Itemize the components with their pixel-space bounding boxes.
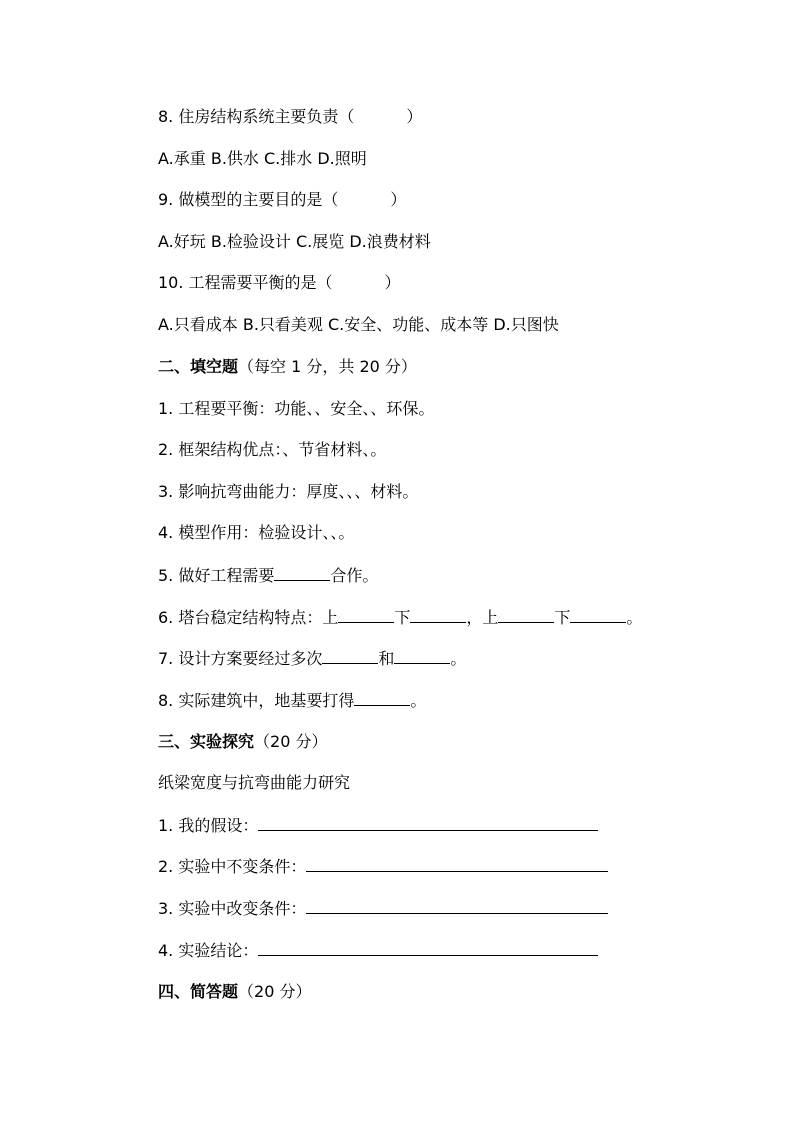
fill-question-1: 1. 工程要平衡：功能、、安全、、环保。 bbox=[158, 399, 435, 418]
answer-line bbox=[258, 814, 598, 831]
answer-blank bbox=[394, 647, 450, 664]
fill-question-6-text: 6. 塔台稳定结构特点：上 bbox=[158, 608, 339, 627]
experiment-question-2 bbox=[158, 855, 608, 878]
answer-blank bbox=[274, 564, 330, 581]
fill-question-5 bbox=[158, 564, 378, 587]
answer-line bbox=[306, 855, 608, 872]
fill-question-5-tail: 合作。 bbox=[330, 566, 379, 585]
question-9-options: A.好玩 B.检验设计 C.展览 D.浪费材料 bbox=[158, 232, 431, 251]
question-10 bbox=[158, 272, 401, 294]
experiment-question-1 bbox=[158, 814, 598, 837]
answer-blank bbox=[354, 689, 410, 706]
fill-question-2: 2. 框架结构优点：、节省材料、。 bbox=[158, 440, 387, 459]
answer-line bbox=[306, 897, 608, 914]
question-8-stem: 8. 住房结构系统主要负责（ bbox=[158, 107, 355, 126]
fill-question-3: 3. 影响抗弯曲能力：厚度、、、材料。 bbox=[158, 482, 419, 501]
section-4-note: （20 分） bbox=[238, 982, 312, 1001]
answer-blank bbox=[410, 606, 466, 623]
fill-question-7 bbox=[158, 647, 466, 670]
experiment-title: 纸梁宽度与抗弯曲能力研究 bbox=[158, 773, 351, 792]
experiment-question-1-text: 1. 我的假设： bbox=[158, 816, 259, 835]
section-4-heading bbox=[158, 981, 311, 1003]
fill-question-7-text: 7. 设计方案要经过多次 bbox=[158, 649, 323, 668]
section-2-title: 二、填空题 bbox=[158, 357, 239, 376]
fill-question-6-tail: 。 bbox=[626, 608, 643, 627]
section-3-heading bbox=[158, 731, 327, 753]
close-paren: ） bbox=[406, 107, 423, 126]
close-paren: ） bbox=[384, 273, 401, 292]
fill-question-8-tail: 。 bbox=[410, 691, 427, 710]
fill-question-6-text: 下 bbox=[554, 608, 571, 627]
fill-question-8 bbox=[158, 689, 426, 712]
section-3-title: 三、实验探究 bbox=[158, 732, 255, 751]
question-9 bbox=[158, 189, 406, 211]
answer-blank bbox=[498, 606, 554, 623]
answer-blank bbox=[322, 647, 378, 664]
answer-line bbox=[258, 939, 598, 956]
experiment-question-4 bbox=[158, 939, 598, 962]
section-2-note: （每空 1 分，共 20 分） bbox=[238, 357, 417, 376]
fill-question-5-text: 5. 做好工程需要 bbox=[158, 566, 275, 585]
experiment-question-2-text: 2. 实验中不变条件： bbox=[158, 857, 307, 876]
experiment-question-4-text: 4. 实验结论： bbox=[158, 941, 259, 960]
section-3-note: （20 分） bbox=[254, 732, 328, 751]
question-10-stem: 10. 工程需要平衡的是（ bbox=[158, 273, 333, 292]
close-paren: ） bbox=[390, 190, 407, 209]
answer-blank bbox=[570, 606, 626, 623]
question-10-options: A.只看成本 B.只看美观 C.安全、功能、成本等 D.只图快 bbox=[158, 315, 559, 334]
fill-question-7-tail: 。 bbox=[450, 649, 467, 668]
fill-question-8-text: 8. 实际建筑中，地基要打得 bbox=[158, 691, 355, 710]
experiment-question-3 bbox=[158, 897, 608, 920]
fill-question-6-text: ，上 bbox=[466, 608, 499, 627]
fill-question-6 bbox=[158, 606, 642, 629]
experiment-question-3-text: 3. 实验中改变条件： bbox=[158, 899, 307, 918]
section-2-heading bbox=[158, 356, 417, 378]
question-8-options: A.承重 B.供水 C.排水 D.照明 bbox=[158, 149, 367, 168]
fill-question-7-text: 和 bbox=[378, 649, 395, 668]
fill-question-6-text: 下 bbox=[394, 608, 411, 627]
section-4-title: 四、简答题 bbox=[158, 982, 239, 1001]
question-8 bbox=[158, 106, 422, 128]
answer-blank bbox=[338, 606, 394, 623]
fill-question-4: 4. 模型作用：检验设计、、。 bbox=[158, 523, 355, 542]
question-9-stem: 9. 做模型的主要目的是（ bbox=[158, 190, 339, 209]
